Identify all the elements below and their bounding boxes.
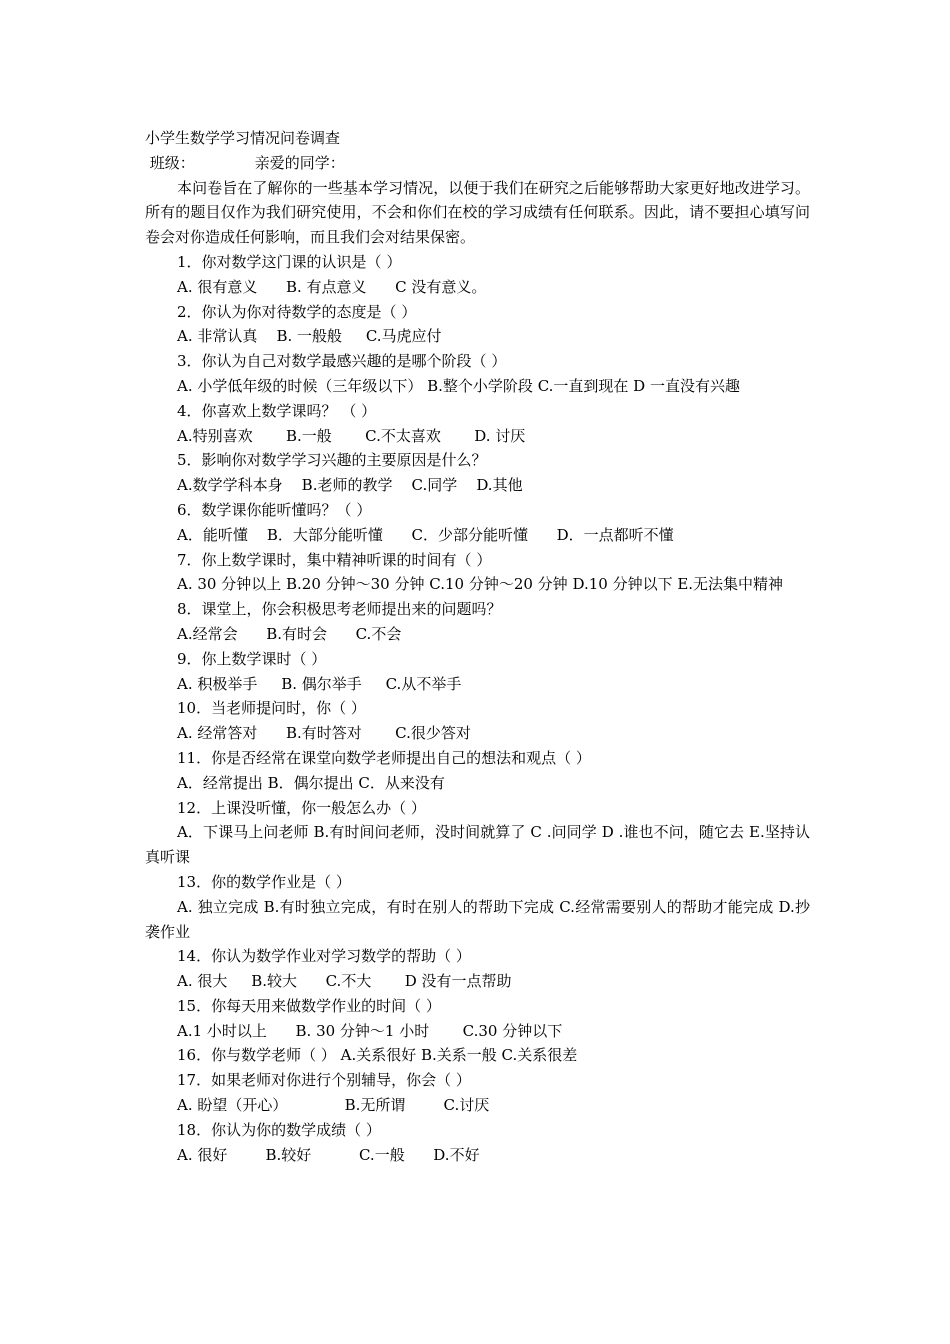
answer-options-15: A.1 小时以上 B. 30 分钟～1 小时 C.30 分钟以下 (177, 1021, 563, 1040)
question-10: 10．当老师提问时，你（ ） (177, 699, 366, 718)
header-line (145, 151, 810, 176)
answer-options-8: A.经常会 B.有时会 C.不会 (177, 624, 402, 643)
class-label: 班级： (149, 153, 195, 172)
answer-options-7: A. 30 分钟以上 B.20 分钟～30 分钟 C.10 分钟～20 分钟 D.10 分钟以下 E.无法集中精神 (177, 575, 784, 594)
answer-options-13: A. 独立完成 B.有时独立完成，有时在别人的帮助下完成 C.经常需要别人的帮助才能完成 D.抄袭作业 (145, 897, 810, 941)
answer-options-2: A. 非常认真 B. 一般般 C.马虎应付 (177, 327, 442, 346)
question-13: 13．你的数学作业是（ ） (177, 872, 351, 891)
answer-options-14: A. 很大 B.较大 C.不大 D 没有一点帮助 (177, 972, 512, 991)
answer-options-9: A. 积极举手 B. 偶尔举手 C.从不举手 (177, 674, 462, 693)
document-content (145, 126, 810, 1167)
question-15: 15．你每天用来做数学作业的时间（ ） (177, 996, 441, 1015)
answer-options-17: A. 盼望（开心） B.无所谓 C.讨厌 (177, 1096, 490, 1115)
question-4: 4．你喜欢上数学课吗？ （ ） (177, 401, 377, 420)
answer-options-18: A. 很好 B.较好 C.一般 D.不好 (177, 1145, 480, 1164)
intro-paragraph: 本问卷旨在了解你的一些基本学习情况，以便于我们在研究之后能够帮助大家更好地改进学习。所有的题目仅作为我们研究使用，不会和你们在校的学习成绩有任何联系。因此，请不要担心填写问卷会对你造成任何影响，而且我们会对结果保密。 (145, 178, 810, 247)
answer-options-6: A．能听懂 B．大部分能听懂 C．少部分能听懂 D．一点都听不懂 (177, 525, 674, 544)
question-1: 1．你对数学这门课的认识是（ ） (177, 252, 402, 271)
document-title: 小学生数学学习情况问卷调查 (145, 129, 341, 147)
answer-options-11: A．经常提出 B．偶尔提出 C．从来没有 (177, 773, 445, 792)
question-16: 16．你与数学老师（ ） A.关系很好 B.关系一般 C.关系很差 (177, 1046, 578, 1065)
greeting: 亲爱的同学： (254, 153, 345, 172)
question-17: 17．如果老师对你进行个别辅导，你会（ ） (177, 1071, 471, 1090)
answer-options-4: A.特别喜欢 B.一般 C.不太喜欢 D. 讨厌 (177, 426, 526, 445)
question-18: 18．你认为你的数学成绩（ ） (177, 1120, 381, 1139)
question-5: 5．影响你对数学学习兴趣的主要原因是什么？ (177, 451, 487, 470)
question-list (145, 250, 810, 1167)
question-3: 3．你认为自己对数学最感兴趣的是哪个阶段（ ） (177, 352, 507, 371)
question-2: 2．你认为你对待数学的态度是（ ） (177, 302, 417, 321)
answer-options-1: A. 很有意义 B. 有点意义 C 没有意义。 (177, 277, 487, 296)
question-11: 11．你是否经常在课堂向数学老师提出自己的想法和观点（ ） (177, 748, 591, 767)
question-6: 6．数学课你能听懂吗？（ ） (177, 500, 372, 519)
question-14: 14．你认为数学作业对学习数学的帮助（ ） (177, 947, 471, 966)
question-8: 8．课堂上，你会积极思考老师提出来的问题吗？ (177, 600, 502, 619)
answer-options-12: A．下课马上问老师 B.有时间问老师，没时间就算了 C .问同学 D .谁也不问，随它去 E.坚持认真听课 (145, 823, 810, 867)
question-12: 12．上课没听懂，你一般怎么办（ ） (177, 798, 426, 817)
question-7: 7．你上数学课时，集中精神听课的时间有（ ） (177, 550, 492, 569)
question-9: 9．你上数学课时（ ） (177, 649, 327, 668)
answer-options-5: A.数学学科本身 B.老师的教学 C.同学 D.其他 (177, 476, 523, 495)
answer-options-3: A. 小学低年级的时候（三年级以下） B.整个小学阶段 C.一直到现在 D 一直没有兴趣 (177, 376, 740, 395)
answer-options-10: A. 经常答对 B.有时答对 C.很少答对 (177, 724, 471, 743)
